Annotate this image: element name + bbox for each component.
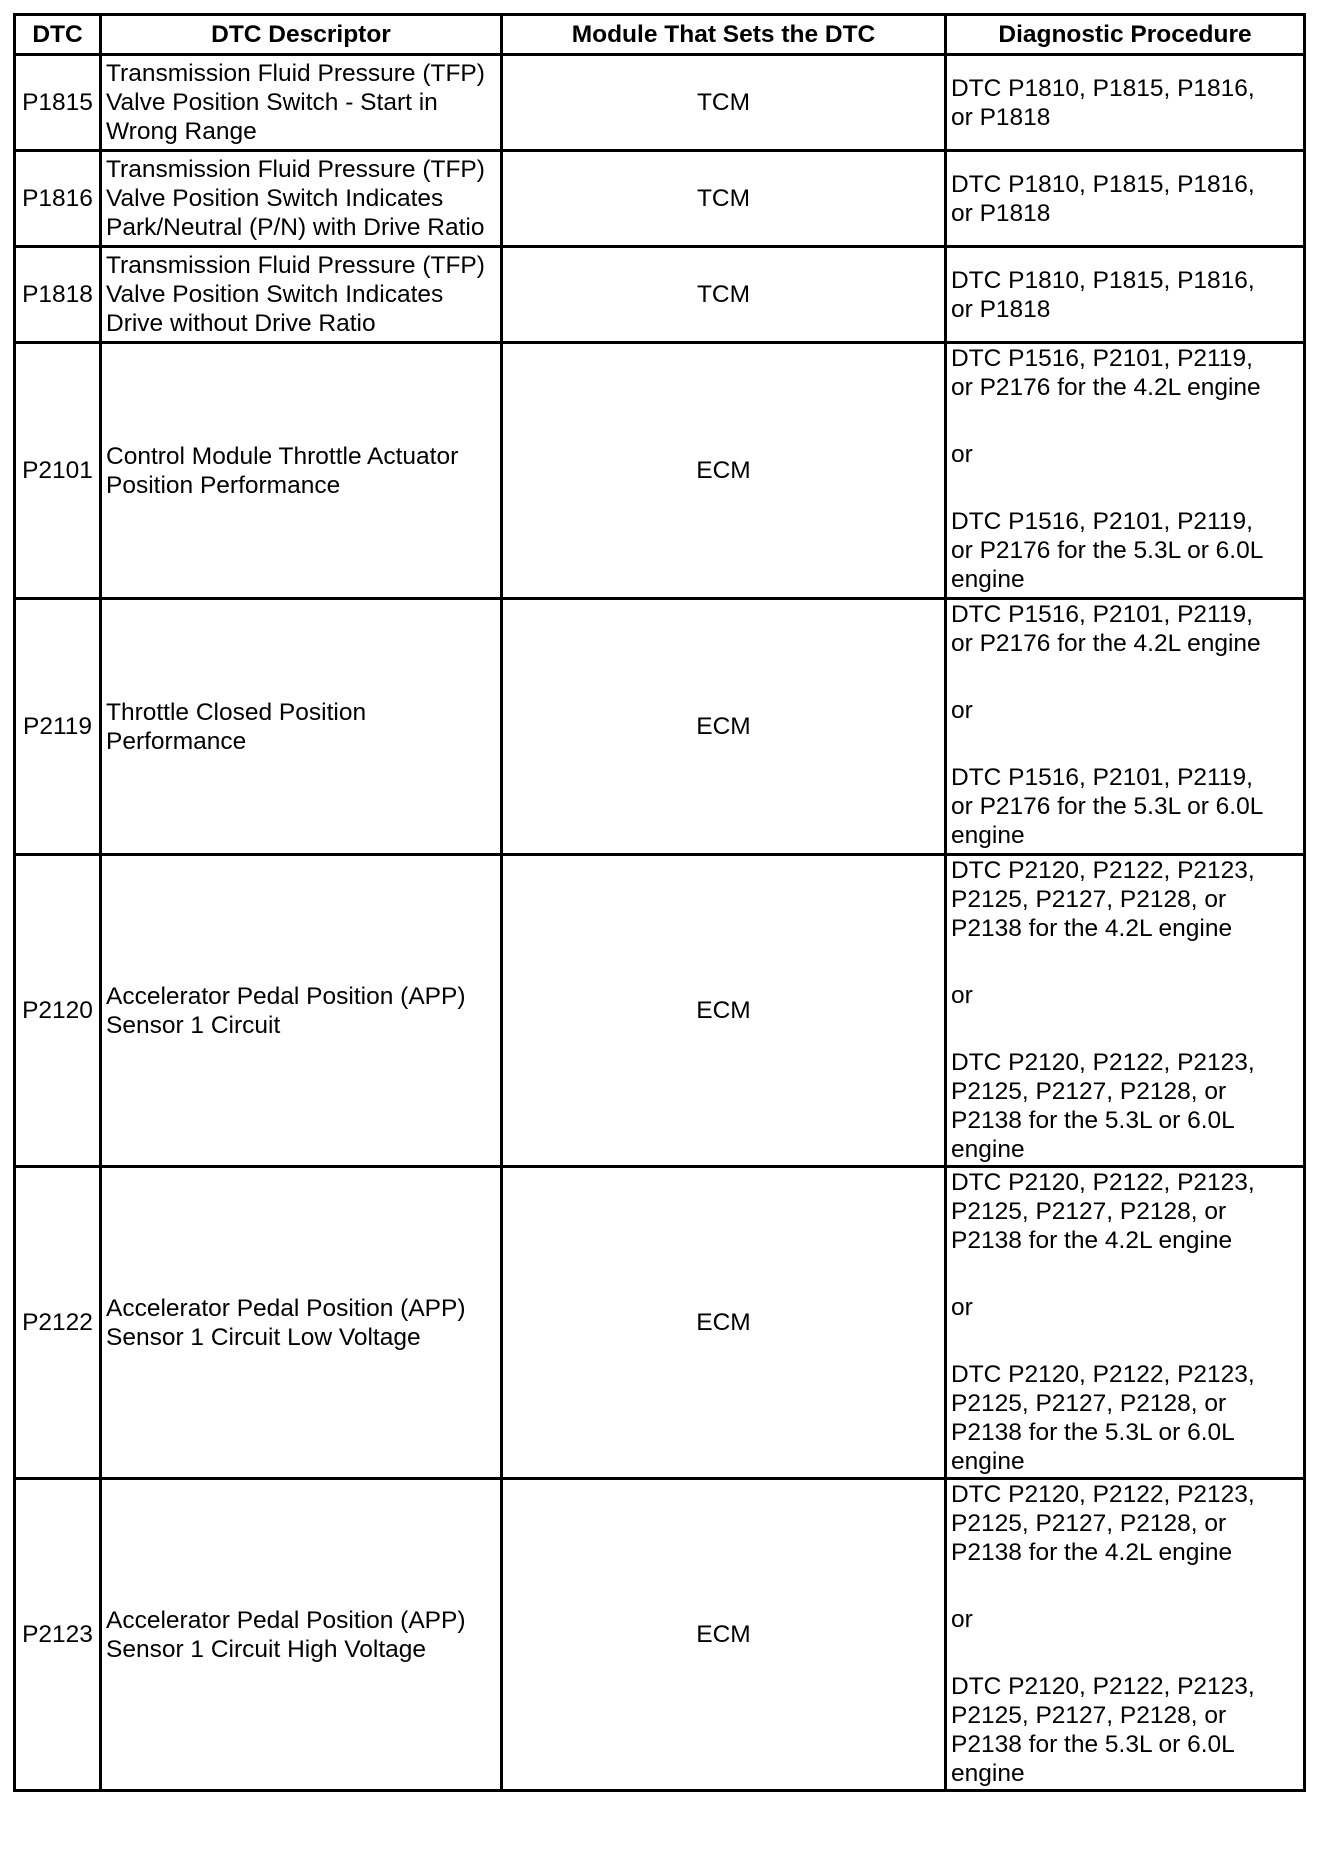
paragraph-gap xyxy=(951,1567,1301,1605)
dtc-descriptor xyxy=(101,1167,502,1479)
procedure-paragraph xyxy=(951,440,1301,469)
paragraph-gap xyxy=(951,1322,1301,1360)
procedure-paragraph xyxy=(951,266,1301,324)
descriptor-line: Sensor 1 Circuit xyxy=(106,1011,281,1039)
procedure-line: engine xyxy=(951,822,1025,849)
paragraph-gap xyxy=(951,1634,1301,1672)
procedure-line: DTC P1516, P2101, P2119, xyxy=(951,764,1253,791)
dtc-descriptor xyxy=(101,1479,502,1791)
procedure-line: P2138 for the 5.3L or 6.0L xyxy=(951,1419,1235,1446)
procedure-line: or P1818 xyxy=(951,199,1051,227)
descriptor-line: Sensor 1 Circuit High Voltage xyxy=(106,1635,427,1663)
procedure-line: DTC P2120, P2122, P2123, xyxy=(951,857,1255,884)
procedure-line: P2138 for the 5.3L or 6.0L xyxy=(951,1731,1235,1758)
table-row xyxy=(15,247,1305,343)
paragraph-gap xyxy=(951,469,1301,507)
procedure-paragraph xyxy=(951,1048,1301,1164)
dtc-code: P1818 xyxy=(15,247,101,343)
procedure-line: DTC P1516, P2101, P2119, xyxy=(951,345,1253,372)
table-row xyxy=(15,55,1305,151)
header-procedure: Diagnostic Procedure xyxy=(946,15,1305,55)
header-row xyxy=(15,15,1305,55)
dtc-descriptor xyxy=(101,55,502,151)
procedure-line: or xyxy=(951,1294,973,1321)
procedure-line: or xyxy=(951,1606,973,1633)
setting-module: TCM xyxy=(502,55,946,151)
dtc-descriptor xyxy=(101,247,502,343)
descriptor-line: Transmission Fluid Pressure (TFP) xyxy=(106,60,485,87)
descriptor-line: Sensor 1 Circuit Low Voltage xyxy=(106,1323,421,1351)
paragraph-gap xyxy=(951,1255,1301,1293)
procedure-paragraph xyxy=(951,507,1301,594)
procedure-paragraph xyxy=(951,170,1301,228)
descriptor-line: Valve Position Switch Indicates xyxy=(106,281,444,308)
procedure-paragraph xyxy=(951,1360,1301,1476)
diagnostic-procedure xyxy=(946,247,1305,343)
procedure-paragraph xyxy=(951,856,1301,943)
procedure-paragraph xyxy=(951,1168,1301,1255)
dtc-descriptor xyxy=(101,343,502,599)
procedure-line: or xyxy=(951,982,973,1009)
procedure-line: P2125, P2127, P2128, or xyxy=(951,1198,1227,1225)
descriptor-line: Throttle Closed Position xyxy=(106,698,367,726)
setting-module: ECM xyxy=(502,1167,946,1479)
procedure-paragraph xyxy=(951,74,1301,132)
procedure-paragraph xyxy=(951,696,1301,725)
header-module: Module That Sets the DTC xyxy=(502,15,946,55)
procedure-line: DTC P1516, P2101, P2119, xyxy=(951,508,1253,535)
procedure-line: or P2176 for the 5.3L or 6.0L xyxy=(951,793,1264,820)
procedure-line: P2138 for the 4.2L engine xyxy=(951,915,1233,942)
procedure-line: P2125, P2127, P2128, or xyxy=(951,1078,1227,1105)
descriptor-line: Position Performance xyxy=(106,471,341,499)
descriptor-line: Accelerator Pedal Position (APP) xyxy=(106,1606,466,1634)
procedure-line: P2138 for the 5.3L or 6.0L xyxy=(951,1107,1235,1134)
table-body xyxy=(15,55,1305,1791)
procedure-line: engine xyxy=(951,1448,1025,1475)
procedure-line: DTC P2120, P2122, P2123, xyxy=(951,1169,1255,1196)
diagnostic-procedure xyxy=(946,855,1305,1167)
paragraph-gap xyxy=(951,658,1301,696)
procedure-line: DTC P1810, P1815, P1816, xyxy=(951,74,1255,102)
diagnostic-procedure xyxy=(946,599,1305,855)
setting-module: ECM xyxy=(502,343,946,599)
descriptor-line: Wrong Range xyxy=(106,118,257,145)
procedure-line: engine xyxy=(951,1760,1025,1787)
header-descriptor: DTC Descriptor xyxy=(101,15,502,55)
procedure-paragraph xyxy=(951,763,1301,850)
descriptor-line: Park/Neutral (P/N) with Drive Ratio xyxy=(106,214,485,241)
table-row xyxy=(15,343,1305,599)
procedure-paragraph xyxy=(951,1293,1301,1322)
procedure-line: or P2176 for the 4.2L engine xyxy=(951,374,1261,401)
paragraph-gap xyxy=(951,402,1301,440)
dtc-descriptor xyxy=(101,599,502,855)
diagnostic-procedure xyxy=(946,343,1305,599)
paragraph-gap xyxy=(951,943,1301,981)
descriptor-line: Valve Position Switch - Start in xyxy=(106,89,438,116)
procedure-line: P2125, P2127, P2128, or xyxy=(951,1510,1227,1537)
procedure-paragraph xyxy=(951,1605,1301,1634)
dtc-code: P2119 xyxy=(15,599,101,855)
diagnostic-procedure xyxy=(946,1167,1305,1479)
descriptor-line: Accelerator Pedal Position (APP) xyxy=(106,982,466,1010)
procedure-line: or P2176 for the 5.3L or 6.0L xyxy=(951,537,1264,564)
procedure-paragraph xyxy=(951,981,1301,1010)
procedure-line: or P1818 xyxy=(951,295,1051,323)
header-dtc: DTC xyxy=(15,15,101,55)
procedure-line: engine xyxy=(951,566,1025,593)
dtc-descriptor xyxy=(101,151,502,247)
table-row xyxy=(15,855,1305,1167)
setting-module: TCM xyxy=(502,247,946,343)
dtc-code: P2101 xyxy=(15,343,101,599)
dtc-code: P1816 xyxy=(15,151,101,247)
procedure-line: DTC P2120, P2122, P2123, xyxy=(951,1481,1255,1508)
procedure-line: or xyxy=(951,697,973,724)
procedure-line: DTC P1810, P1815, P1816, xyxy=(951,266,1255,294)
diagnostic-procedure xyxy=(946,55,1305,151)
procedure-line: or xyxy=(951,441,973,468)
procedure-line: DTC P2120, P2122, P2123, xyxy=(951,1673,1255,1700)
procedure-line: DTC P2120, P2122, P2123, xyxy=(951,1361,1255,1388)
procedure-paragraph xyxy=(951,1480,1301,1567)
dtc-code: P1815 xyxy=(15,55,101,151)
descriptor-line: Transmission Fluid Pressure (TFP) xyxy=(106,156,485,183)
procedure-paragraph xyxy=(951,344,1301,402)
diagnostic-procedure xyxy=(946,1479,1305,1791)
procedure-line: P2138 for the 4.2L engine xyxy=(951,1227,1233,1254)
dtc-code: P2122 xyxy=(15,1167,101,1479)
dtc-code: P2123 xyxy=(15,1479,101,1791)
procedure-line: or P1818 xyxy=(951,103,1051,131)
table-row xyxy=(15,1167,1305,1479)
procedure-line: DTC P1810, P1815, P1816, xyxy=(951,170,1255,198)
table-row xyxy=(15,151,1305,247)
procedure-line: P2125, P2127, P2128, or xyxy=(951,886,1227,913)
descriptor-line: Performance xyxy=(106,727,247,755)
procedure-paragraph xyxy=(951,1672,1301,1788)
paragraph-gap xyxy=(951,1010,1301,1048)
setting-module: ECM xyxy=(502,1479,946,1791)
dtc-table xyxy=(13,13,1306,1792)
procedure-line: P2138 for the 4.2L engine xyxy=(951,1539,1233,1566)
dtc-descriptor xyxy=(101,855,502,1167)
setting-module: ECM xyxy=(502,599,946,855)
diagnostic-procedure xyxy=(946,151,1305,247)
procedure-paragraph xyxy=(951,600,1301,658)
descriptor-line: Drive without Drive Ratio xyxy=(106,310,376,337)
table-row xyxy=(15,1479,1305,1791)
descriptor-line: Valve Position Switch Indicates xyxy=(106,185,444,212)
procedure-line: engine xyxy=(951,1136,1025,1163)
procedure-line: P2125, P2127, P2128, or xyxy=(951,1702,1227,1729)
procedure-line: P2125, P2127, P2128, or xyxy=(951,1390,1227,1417)
paragraph-gap xyxy=(951,725,1301,763)
descriptor-line: Accelerator Pedal Position (APP) xyxy=(106,1294,466,1322)
descriptor-line: Control Module Throttle Actuator xyxy=(106,442,459,470)
procedure-line: DTC P1516, P2101, P2119, xyxy=(951,601,1253,628)
descriptor-line: Transmission Fluid Pressure (TFP) xyxy=(106,252,485,279)
setting-module: ECM xyxy=(502,855,946,1167)
dtc-document xyxy=(13,13,1303,1792)
dtc-code: P2120 xyxy=(15,855,101,1167)
procedure-line: or P2176 for the 4.2L engine xyxy=(951,630,1261,657)
procedure-line: DTC P2120, P2122, P2123, xyxy=(951,1049,1255,1076)
table-row xyxy=(15,599,1305,855)
setting-module: TCM xyxy=(502,151,946,247)
